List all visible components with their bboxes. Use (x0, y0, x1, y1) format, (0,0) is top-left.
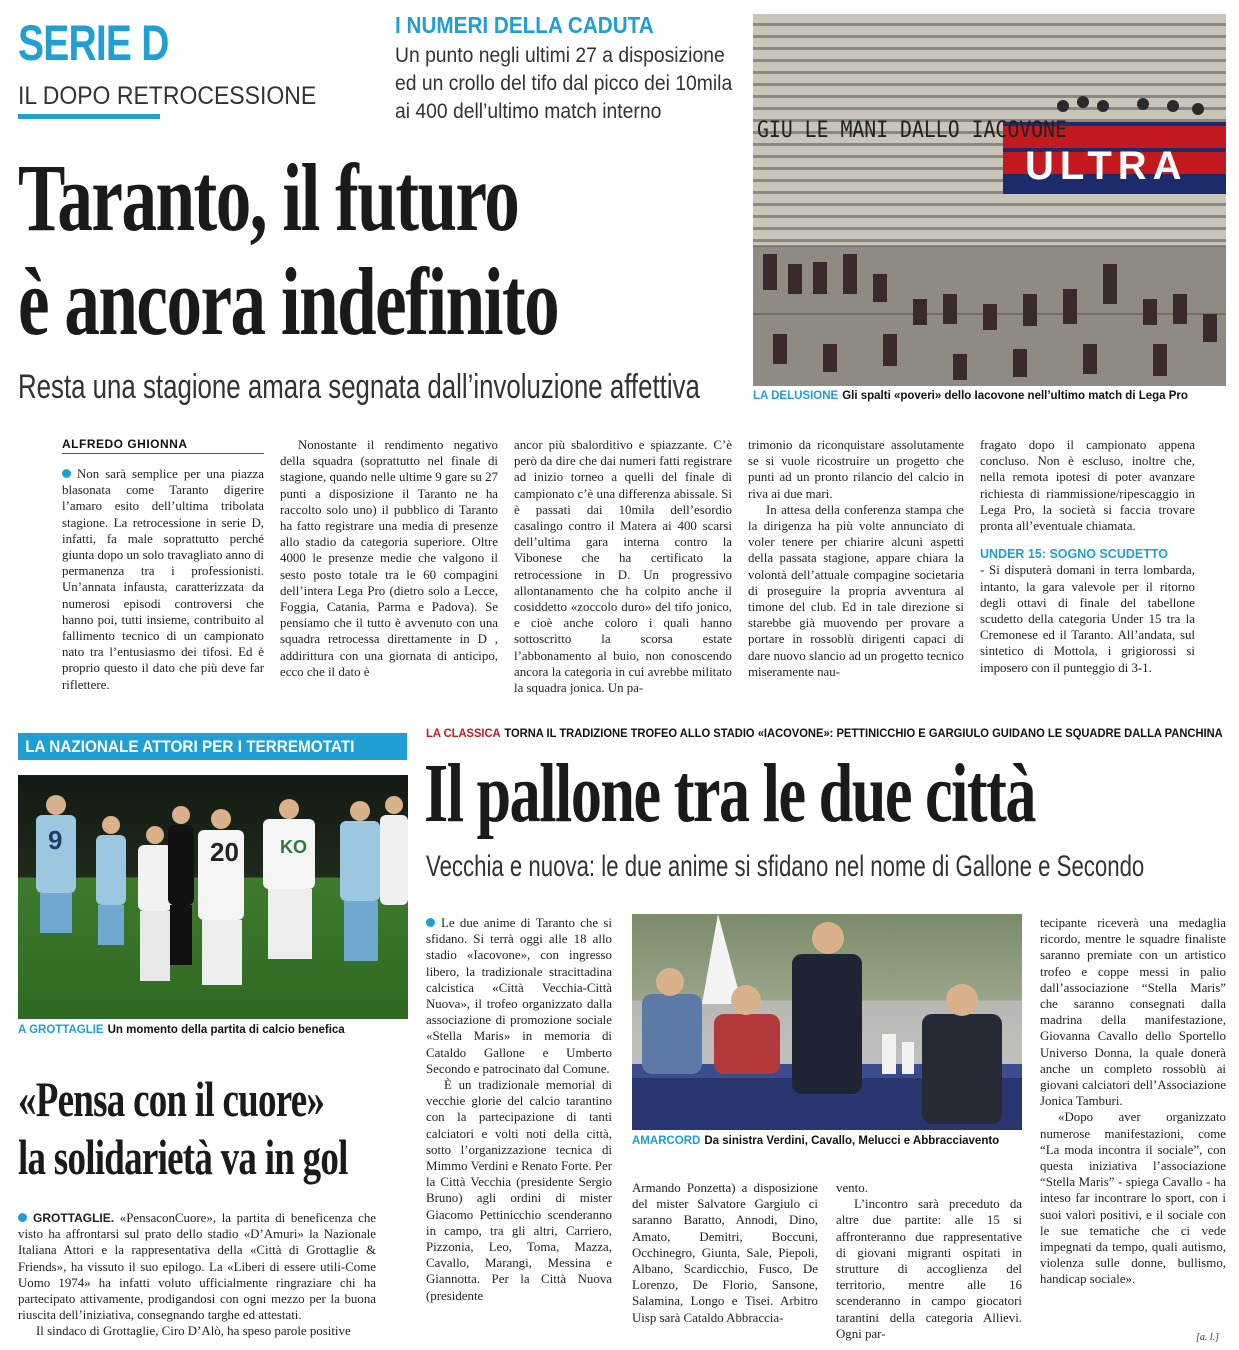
headline-line-2: è ancora indefinito (18, 248, 559, 355)
bullet-icon (18, 1213, 27, 1222)
jersey-number: 9 (48, 825, 63, 855)
col-text: Le due anime di Taranto che si sfidano. Si terrà oggi alle 18 allo stadio «Iacovone», con ingresso libero, la tradizionale stracittadina calcistica «Città Vecchia-Città Nuova», il trofeo organizzato dalla associazione di promozione sociale «Stella Maris» in memoria di Cataldo Gallone e Umberto Secondo e patrocinato dal Comune. (426, 916, 612, 1076)
kicker-text: TORNA IL TRADIZIONE TROFEO ALLO STADIO «IACOVONE»: PETTINICCHIO E GARGIULO GUIDANO LE SQUADRE DALLA PANCHINA (504, 726, 1223, 740)
subheadline: Resta una stagione amara segnata dall’involuzione affettiva (18, 368, 700, 406)
caption-label: A GROTTAGLIE (18, 1024, 104, 1036)
match-photo (18, 775, 408, 1019)
col-text: ancor più sbalorditivo e spiazzante. C’è però da dire che dai numeri fatti registrare ad inizio torneo a quelli del finale di campionato c’è una differenza abissale. Si è passati dai 10mila dell’esordio casalingo contro il Matera ai 400 scarsi dell’ultima gara interna contro la Vibonese che ha certificato la retrocessione in D. Un progressivo allontanamento che ha colpito anche il cosiddetto «zoccolo duro» del tifo jonico, e cioè anche coloro i quali hanno sottoscritto la scorsa estate l’abbonamento al buio, non conoscendo ancora la categoria in cui avrebbe militato la squadra jonica. Un pa- (514, 438, 732, 696)
jersey-number: 20 (210, 837, 239, 867)
col-paragraph: trimonio da riconquistare assolutamente se si vuole ricostruire un progetto che punti ad un pronto rilancio del calcio in riva ai due mari. (748, 438, 964, 501)
col-paragraph: Il sindaco di Grottaglie, Ciro D’Alò, ha speso parole positive (36, 1324, 351, 1339)
bar-title: LA NAZIONALE ATTORI PER I TERREMOTATI (25, 737, 355, 756)
col-text: Non sarà semplice per una piazza blasonata come Taranto digerire l’amaro esito dell’ultima tribolata stagione. La retrocessione in serie D, infatti, fa male soprattutto perché giunta dopo un solo travagliato anno di permanenza tra i professionisti. Un’annata infausta, caratterizzata da numerosi episodi controversi che hanno poi, tutti insieme, contribuito al fallimento tecnico di un campionato nato tra l’entusiasmo dei tifosi. Ed è proprio questo il dato che più deve far riflettere. (62, 467, 264, 692)
kicker-label: LA CLASSICA (426, 726, 501, 740)
stadium-photo (753, 14, 1226, 386)
author-rule (62, 453, 264, 454)
caption-text: Da sinistra Verdini, Cavallo, Melucci e Abbracciavento (704, 1135, 1000, 1147)
u15-subheading: UNDER 15: SOGNO SCUDETTO (980, 547, 1168, 562)
bullet-icon (62, 469, 71, 478)
caption-text: Gli spalti «poveri» dello Iacovone nell’ultimo match di Lega Pro (842, 390, 1188, 402)
banner-flag-text: ULTRA (1025, 144, 1188, 188)
col-paragraph: In attesa della conferenza stampa che la dirigenza ha più volte annunciato di voler tenere per chiarire alcuni aspetti della passata stagione, appare chiara la volontà dell’attuale compagine societaria di proseguire la propria avventura al timone del club. Ed in tale direzione si starebbe già muovendo per provare a portare in rossoblù dirigenti capaci di dare nuovo slancio ad un progetto tecnico miseramente nau- (748, 502, 964, 679)
top-article-col-1 (62, 466, 264, 706)
banner-handwritten-text: GIU LE MANI DALLO IACOVONE (757, 118, 1067, 143)
amarcord-photo-caption (632, 1135, 1042, 1147)
right-article-col-3 (836, 1180, 1022, 1350)
match-photo-caption (18, 1024, 418, 1036)
author-byline: ALFREDO GHIONNA (62, 437, 188, 451)
right-article-col-1 (426, 915, 612, 1350)
section-title: SERIE D (18, 15, 169, 71)
caption-label: AMARCORD (632, 1135, 701, 1147)
top-article-col-5 (980, 437, 1195, 707)
section-subtitle: IL DOPO RETROCESSIONE (18, 82, 317, 110)
match-illustration (18, 775, 408, 1019)
classica-kicker (426, 726, 1223, 740)
nazionale-attori-bar (18, 733, 407, 760)
col-paragraph: È un tradizionale memorial di vecchie glorie del calcio tarantino con la partecipazione di tanti calciatori e volti noti della città, sotto l’organizzazione tecnica di Mimmo Verdini e Renato Forte. Per la Città Vecchia (presidente Sergio Bruno) agli ordini di mister Giacomo Pettinicchio scenderanno in campo, tra gli altri, Carriero, Pizzonia, Leo, Toma, Mazza, Cavallo, Marangi, Messina e Giannotta. Per la Città Nuova (presidente (426, 1078, 612, 1303)
right-article-col-4 (1040, 915, 1226, 1335)
kicker-text: Un punto negli ultimi 27 a disposizione ed un crollo del tifo dal picco dei 10mila ai 400 dell’ultimo match interno (395, 44, 733, 123)
stadium-photo-caption (753, 390, 1233, 402)
bullet-icon (426, 918, 435, 927)
left-headline-1: «Pensa con il cuore» (18, 1071, 325, 1127)
col-paragraph: tecipante riceverà una medaglia ricordo, mentre le squadre finaliste saranno premiate con un artistico trofeo e coppe messi in palio dall’associazione “Stella Maris” che saranno consegnati dalla madrina della manifestazione, Giovanna Cavallo dello Sportello Universo Donna, la quale donerà anche un completo rossoblù ai giovani calciatori dell’Associazione Jonica Tamburi. (1040, 916, 1226, 1109)
right-headline: Il pallone tra le due città (424, 747, 1035, 840)
headline-line-1: Taranto, il futuro (18, 144, 519, 251)
amarcord-illustration (632, 914, 1022, 1130)
top-article-col-3 (514, 437, 732, 707)
right-article-col-2 (632, 1180, 818, 1350)
stadium-illustration (753, 14, 1226, 386)
amarcord-photo (632, 914, 1022, 1130)
col-paragraph: «Dopo aver organizzato numerose manifestazioni, come “La moda incontra il sociale”, con questa iniziativa l’associazione “Stella Maris” - spiega Cavallo - ha inteso far incontrare lo sport, con i suoi valori positivi, e il sociale con le sue tematiche che ci vede impegnati da tempo, quali autismo, violenza sulle donne, bullismo, handicap sociale». (1040, 1110, 1226, 1287)
left-headline-2: la solidarietà va in gol (18, 1129, 348, 1185)
col-paragraph: vento. (836, 1181, 868, 1195)
dateline: GROTTAGLIE. (33, 1211, 115, 1225)
signature: [a. l.] (1196, 1332, 1220, 1343)
col-paragraph: fragato dopo il campionato appena concluso. Non è escluso, inoltre che, nella remota ipotesi di poter avanzare richiesta di riammissione/ripescaggio in Lega Pro, la società si faccia trovare pronta all’eventuale chiamata. (980, 438, 1195, 534)
col-paragraph: L’incontro sarà preceduto da altre due partite: alle 15 si affronteranno due rappresentative di giovani migranti ospitati in strutture di accoglienza del territorio, mentre alle 16 scenderanno in campo giocatori tarantini della categoria Allievi. Ogni par- (836, 1197, 1022, 1341)
left-article-body (18, 1210, 376, 1350)
section-underline (18, 114, 160, 119)
caption-label: LA DELUSIONE (753, 390, 839, 402)
top-article-col-2 (280, 437, 498, 707)
col-paragraph: - Si disputerà domani in terra lombarda, intanto, la gara valevole per il ritorno degli ottavi di finale del tabellone scudetto della categoria Under 15 tra la Cremonese ed il Taranto. All’andata, sul sintetico di Mottola, i grigiorossi si imposero con il punteggio di 3-1. (980, 563, 1195, 675)
right-subheadline: Vecchia e nuova: le due anime si sfidano nel nome di Gallone e Secondo (426, 850, 1145, 883)
kicker-title: I NUMERI DELLA CADUTA (395, 12, 654, 38)
top-article-col-4 (748, 437, 964, 707)
col-paragraph: Armando Ponzetta) a disposizione del mister Salvatore Gargiulo ci saranno Baratto, Annodi, Dino, Amato, Demitri, Boccuni, Occhinegro, Giunta, Sale, Piepoli, Albano, Scardicchio, Fusco, De Lorenzo, De Florio, Sansone, Salamina, Longo e Tisei. Arbitro Uisp sarà Cataldo Abbraccia- (632, 1181, 818, 1325)
col-text: «PensaconCuore», la partita di beneficenza che visto ha affrontarsi sul prato dello stadio «D’Amuri» la Nazionale Italiana Attori e la rappresentativa della «Città di Grottaglie & Friends», ha vissuto il suo epilogo. La «Liberi di essere utili-Come Uomo 1974» ha infatti voluto ufficialmente ringraziare chi ha partecipato attivamente, prodigandosi con ogni mezzo per la buona riuscita dell’iniziativa, consegnando targhe ed attestati. (18, 1211, 376, 1323)
col-text: Nonostante il rendimento negativo della squadra (soprattutto nel finale di stagione, quando nelle ultime 9 gare su 27 punti a disposizione il Taranto ne ha raccolto solo uno) il pubblico di Taranto ha fatto registrare una media di presenze allo stadio da categoria superiore. Oltre 4000 le presenze medie che valgono il sesto posto totale tra le 60 compagini dell’intera Lega Pro (dietro solo a Lecce, Foggia, Catania, Parma e Padova). Se pensiamo che il tutto è avvenuto con una squadra retrocessa direttamente in D , addirittura con una giornata di anticipo, ecco che il dato è (280, 438, 498, 679)
caption-text: Un momento della partita di calcio benefica (107, 1024, 345, 1036)
jersey-sponsor: KO (280, 837, 307, 857)
